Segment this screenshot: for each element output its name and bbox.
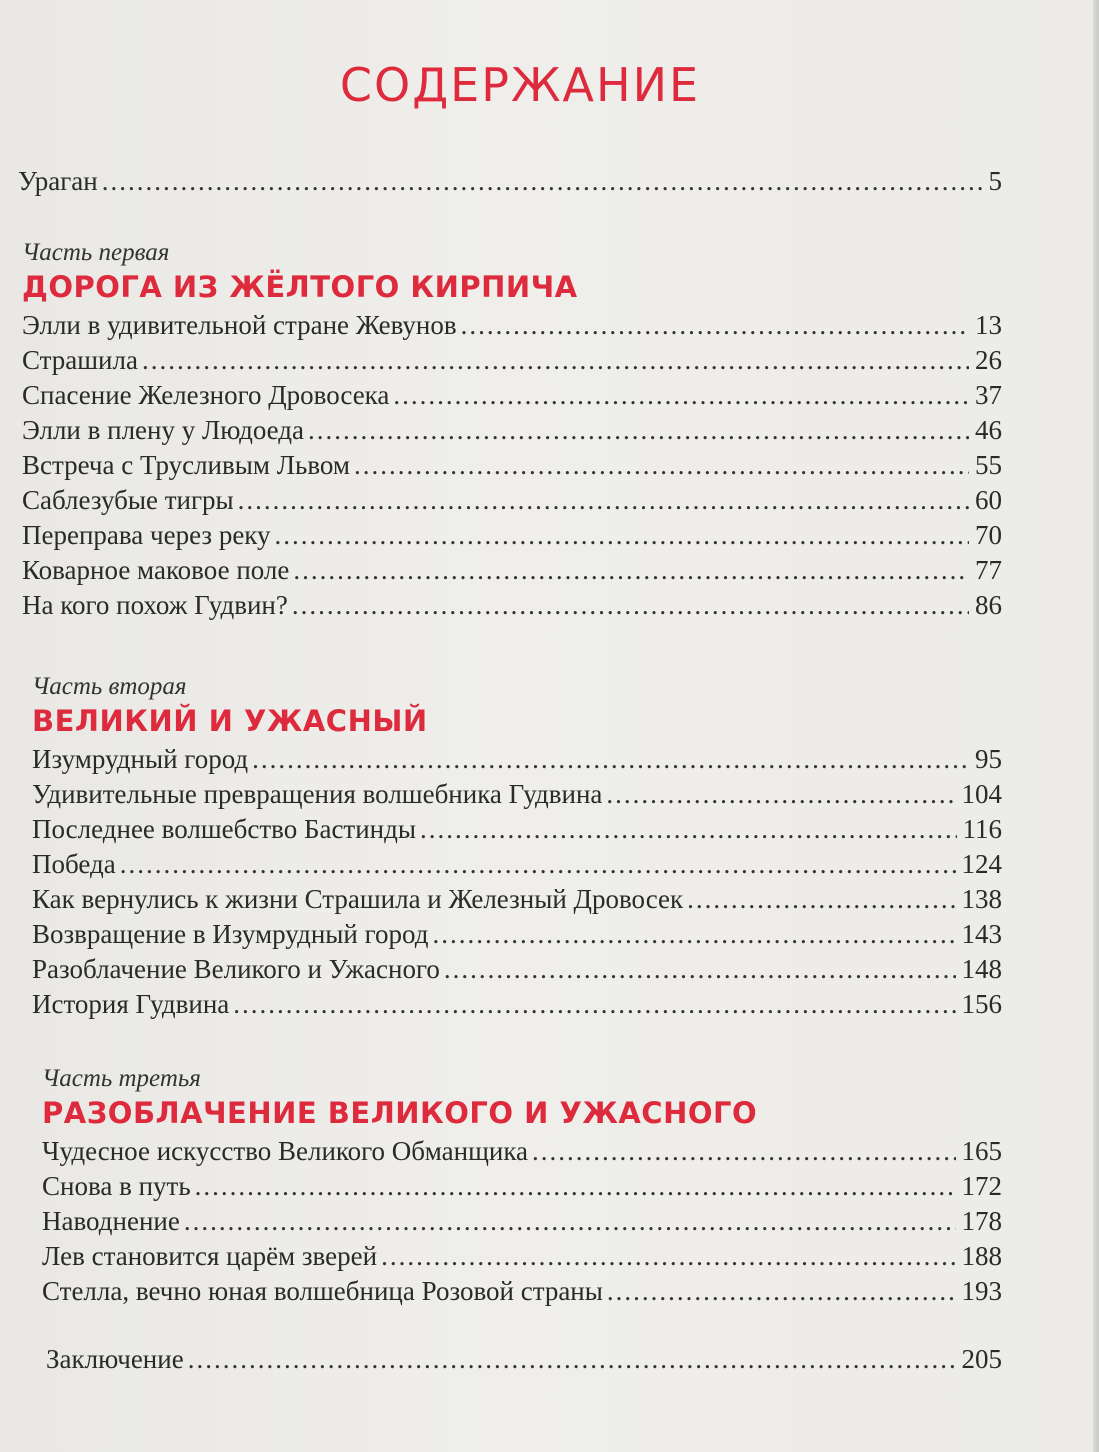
dot-leader [102,164,983,199]
entry-title: История Гудвина [32,989,230,1019]
toc-entry[interactable] [42,1239,1002,1274]
toc-entry[interactable] [22,588,1002,623]
toc-entry[interactable] [22,378,1002,413]
dot-leader [292,588,969,623]
dot-leader [420,812,957,847]
part-label: Часть вторая [32,673,187,700]
dot-leader [184,1204,956,1239]
intro-section [18,164,1002,199]
entry-page: 148 [961,954,1002,984]
toc-entry[interactable] [22,308,1002,343]
entry-page: 124 [961,849,1002,879]
entry-title: Наводнение [42,1206,180,1236]
toc-entry[interactable] [32,952,1002,987]
dot-leader [607,1274,956,1309]
toc-entry[interactable] [22,343,1002,378]
toc-entry[interactable] [22,553,1002,588]
part-3-section [42,1064,1002,1309]
entry-page: 46 [975,415,1002,445]
dot-leader [195,1169,956,1204]
dot-leader [308,413,969,448]
toc-entry[interactable] [42,1169,1002,1204]
toc-entry[interactable] [22,518,1002,553]
dot-leader [444,952,956,987]
entry-page: 95 [975,744,1002,774]
outro-section [46,1342,1002,1377]
entry-page: 205 [961,1344,1002,1374]
part-title: ВЕЛИКИЙ И УЖАСНЫЙ [32,704,428,738]
entry-page: 13 [975,310,1002,340]
entry-page: 156 [961,989,1002,1019]
entry-title: Заключение [46,1344,184,1374]
entry-page: 26 [975,345,1002,375]
entry-title: Снова в путь [42,1171,191,1201]
toc-entry[interactable] [22,448,1002,483]
dot-leader [233,987,955,1022]
entry-title: Удивительные превращения волшебника Гудвина [32,779,603,809]
toc-entry[interactable] [32,777,1002,812]
part-title: ДОРОГА ИЗ ЖЁЛТОГО КИРПИЧА [22,270,578,304]
entry-title: Элли в плену у Людоеда [22,415,304,445]
dot-leader [354,448,969,483]
entry-title: Чудесное искусство Великого Обманщика [42,1136,529,1166]
toc-entry[interactable] [32,987,1002,1022]
entry-page: 193 [961,1276,1002,1306]
entry-page: 5 [988,166,1002,196]
entry-page: 70 [975,520,1002,550]
toc-entry[interactable] [42,1204,1002,1239]
toc-entry[interactable] [42,1274,1002,1309]
toc-entry[interactable] [42,1134,1002,1169]
dot-leader [393,378,969,413]
dot-leader [120,847,956,882]
dot-leader [252,742,969,777]
dot-leader [275,518,969,553]
entry-title: Переправа через реку [22,520,271,550]
toc-entry[interactable] [32,882,1002,917]
toc-entry[interactable] [32,812,1002,847]
part-2-section [32,672,1002,1022]
part-1-section [22,238,1002,623]
toc-entry[interactable] [32,917,1002,952]
toc-entry[interactable] [46,1342,1002,1377]
part-title: РАЗОБЛАЧЕНИЕ ВЕЛИКОГО И УЖАСНОГО [42,1096,758,1130]
entry-title: Лев становится царём зверей [42,1241,378,1271]
entry-title: Саблезубые тигры [22,485,234,515]
entry-title: Изумрудный город [32,744,249,774]
entry-title: Последнее волшебство Бастинды [32,814,416,844]
entry-title: Победа [32,849,116,879]
entry-title: Страшила [22,345,138,375]
dot-leader [606,777,955,812]
entry-page: 55 [975,450,1002,480]
part-label: Часть третья [42,1065,201,1092]
dot-leader [293,553,969,588]
entry-title: Как вернулись к жизни Страшила и Железный Дровосек [32,884,684,914]
entry-page: 138 [961,884,1002,914]
toc-entry[interactable] [22,483,1002,518]
entry-title: Элли в удивительной стране Жевунов [22,310,457,340]
dot-leader [238,483,969,518]
entry-page: 60 [975,485,1002,515]
dot-leader [188,1342,956,1377]
entry-title: Разоблачение Великого и Ужасного [32,954,440,984]
dot-leader [142,343,969,378]
dot-leader [432,917,955,952]
entry-page: 188 [961,1241,1002,1271]
entry-title: Коварное маковое поле [22,555,290,585]
toc-entry[interactable] [32,847,1002,882]
dot-leader [687,882,955,917]
toc-entry[interactable] [18,164,1002,199]
entry-page: 116 [962,814,1002,844]
entry-page: 178 [961,1206,1002,1236]
part-label: Часть первая [22,239,170,266]
page-title: СОДЕРЖАНИЕ [339,58,701,112]
entry-page: 86 [975,590,1002,620]
entry-title: Возвращение в Изумрудный город [32,919,429,949]
entry-page: 172 [961,1171,1002,1201]
dot-leader [461,308,969,343]
entry-page: 165 [961,1136,1002,1166]
entry-title: Стелла, вечно юная волшебница Розовой страны [42,1276,603,1306]
entry-page: 77 [975,555,1002,585]
entry-title: На кого похож Гудвин? [22,590,288,620]
entry-page: 37 [975,380,1002,410]
entry-title: Встреча с Трусливым Львом [22,450,350,480]
dot-leader [381,1239,955,1274]
entry-title: Ураган [18,166,98,196]
entry-page: 104 [961,779,1002,809]
entry-page: 143 [961,919,1002,949]
page-edge [1093,0,1099,1452]
dot-leader [532,1134,955,1169]
toc-entry[interactable] [22,413,1002,448]
entry-title: Спасение Железного Дровосека [22,380,390,410]
toc-entry[interactable] [32,742,1002,777]
